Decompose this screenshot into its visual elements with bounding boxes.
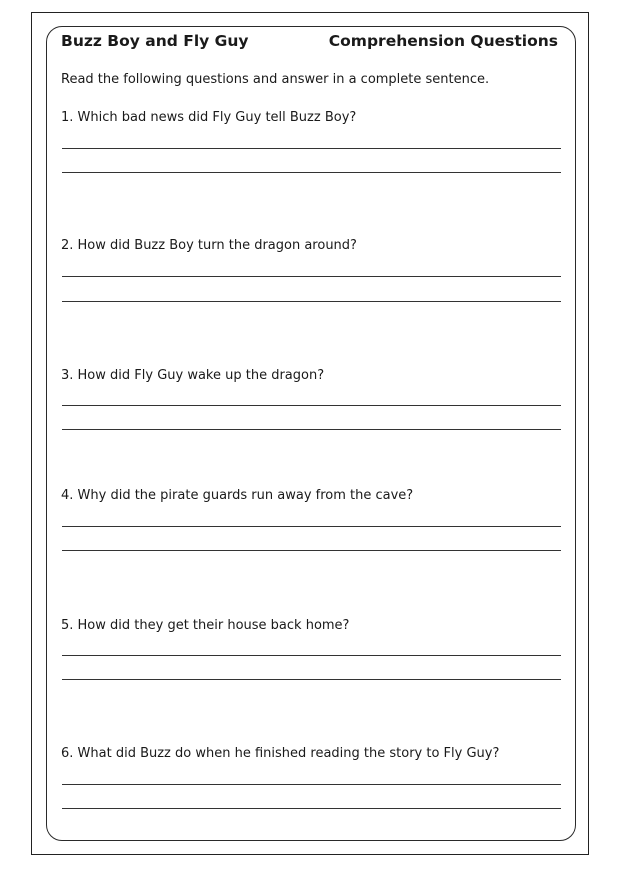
question-3-answer-line-1[interactable] (62, 405, 561, 406)
question-2-answer-line-1[interactable] (62, 276, 561, 277)
question-6-answer-line-2[interactable] (62, 808, 561, 809)
worksheet-subtitle: Comprehension Questions (328, 32, 558, 50)
question-4-answer-line-2[interactable] (62, 550, 561, 551)
question-1-answer-line-1[interactable] (62, 148, 561, 149)
question-4-answer-line-1[interactable] (62, 526, 561, 527)
question-5-text: 5. How did they get their house back home? (61, 618, 350, 633)
question-2-answer-line-2[interactable] (62, 301, 561, 302)
question-5-answer-line-2[interactable] (62, 679, 561, 680)
question-5-answer-line-1[interactable] (62, 655, 561, 656)
question-2-text: 2. How did Buzz Boy turn the dragon around? (61, 238, 357, 253)
question-3-answer-line-2[interactable] (62, 429, 561, 430)
worksheet-title: Buzz Boy and Fly Guy (61, 32, 249, 50)
question-4-text: 4. Why did the pirate guards run away from the cave? (61, 488, 414, 503)
question-6-text: 6. What did Buzz do when he finished reading the story to Fly Guy? (61, 746, 500, 761)
question-3-text: 3. How did Fly Guy wake up the dragon? (61, 368, 325, 383)
instructions-text: Read the following questions and answer in a complete sentence. (61, 72, 490, 87)
question-1-text: 1. Which bad news did Fly Guy tell Buzz Boy? (61, 110, 357, 125)
question-1-answer-line-2[interactable] (62, 172, 561, 173)
question-6-answer-line-1[interactable] (62, 784, 561, 785)
